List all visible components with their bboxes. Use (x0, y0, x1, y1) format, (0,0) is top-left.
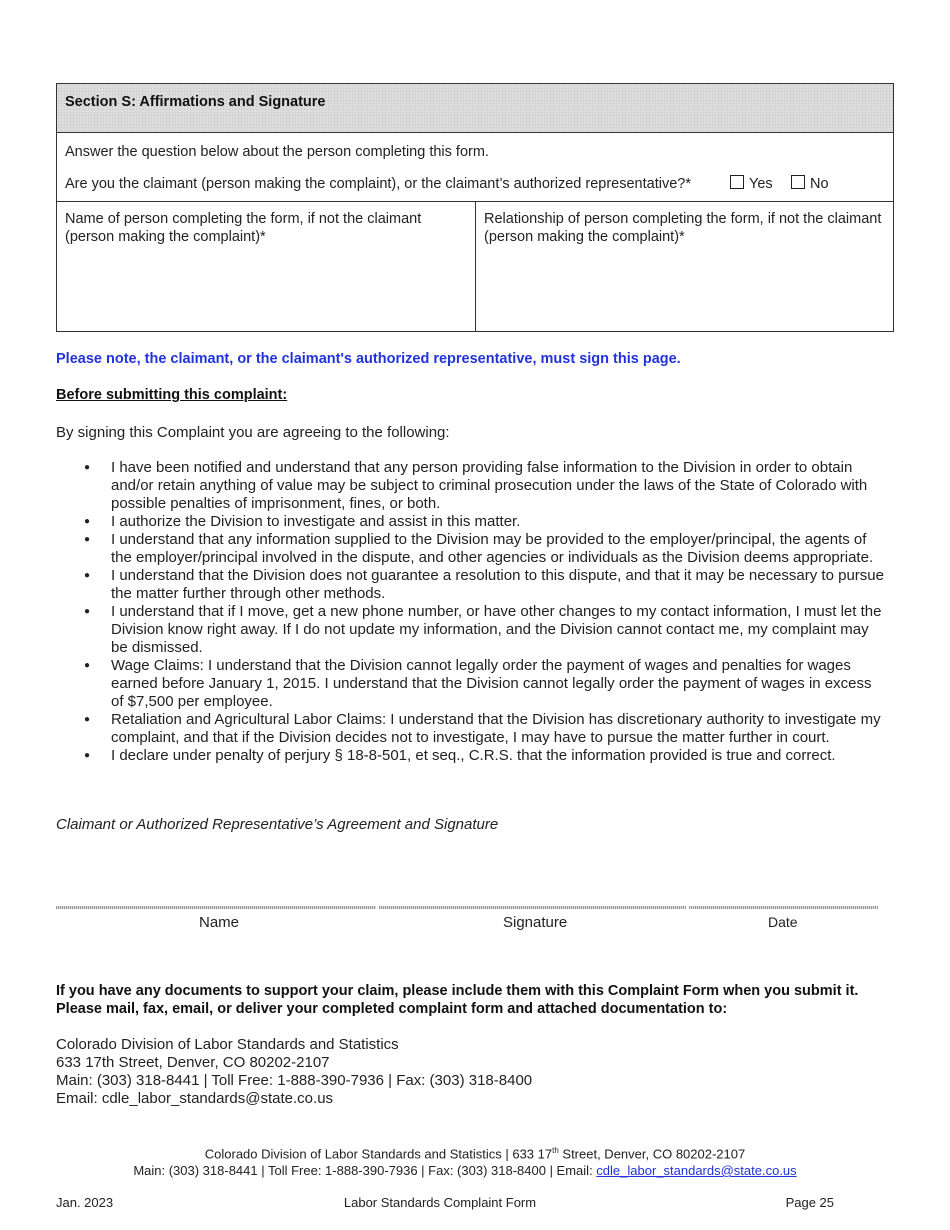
completer-relationship-field[interactable] (476, 202, 893, 331)
before-submitting-heading: Before submitting this complaint: (56, 387, 288, 403)
footer-page-number: Page 25 (785, 1195, 834, 1210)
section-title: Section S: Affirmations and Signature (65, 94, 326, 110)
footer-address-sup: th (552, 1146, 559, 1155)
agreement-item: ● I understand that the Division does not guarantee a resolution to this dispute, and that it may be necessary to pursue the matter further through other methods. (84, 567, 884, 603)
yes-checkbox[interactable] (730, 175, 744, 189)
signature-required-note: Please note, the claimant, or the claimant's authorized representative, must sign this page. (56, 351, 681, 367)
agreement-item: ● I authorize the Division to investigate and assist in this matter. (84, 513, 884, 531)
footer-form-name: Labor Standards Complaint Form (343, 1195, 537, 1210)
agreement-item: ● I declare under penalty of perjury § 18-8-501, et seq., C.R.S. that the information provided is true and correct. (84, 747, 884, 765)
agreement-item: ● I have been notified and understand that any person providing false information to the Division in order to obtain and/or retain anything of value may be subject to criminal prosecution under the laws of the State of Colorado with possible penalties of imprisonment, fines, or both. (84, 459, 884, 513)
footer-address-line (0, 1146, 950, 1161)
signature-label: Signature (503, 914, 568, 931)
address-org: Colorado Division of Labor Standards and Statistics (56, 1036, 399, 1053)
footer-contact-text: Main: (303) 318-8441 | Toll Free: 1-888-390-7936 | Fax: (303) 318-8400 | Email: (133, 1163, 597, 1178)
address-phones: Main: (303) 318-8441 | Toll Free: 1-888-390-7936 | Fax: (303) 318-8400 (56, 1072, 533, 1089)
question-instruction: Answer the question below about the person completing this form. (65, 144, 489, 160)
claimant-question-row (57, 133, 893, 202)
agreement-list (84, 459, 884, 765)
completer-name-field[interactable] (57, 202, 476, 331)
name-signature-line[interactable] (56, 906, 376, 909)
agreement-item: ● I understand that any information supplied to the Division may be provided to the employer/principal, the agents of the employer/principal involved in the dispute, and other agencies or individuals as the Division deems appropriate. (84, 531, 884, 567)
footer-contact-line (0, 1163, 940, 1178)
completer-name-label: Name of person completing the form, if not the claimant (person making the complaint)* (65, 211, 422, 245)
completer-relationship-label: Relationship of person completing the form, if not the claimant (person making the complaint)* (484, 211, 882, 245)
agreement-item: ● I understand that if I move, get a new phone number, or have other changes to my contact information, I must let the Division know right away. If I do not update my information, and the Division cannot contact me, my complaint may be dismissed. (84, 603, 884, 657)
supporting-documents-note: If you have any documents to support your claim, please include them with this Complaint Form when you submit it. Please mail, fax, email, or deliver your completed complaint form and attached documentation to: (56, 983, 859, 1017)
no-checkbox[interactable] (791, 175, 805, 189)
date-label: Date (768, 914, 798, 930)
name-label: Name (199, 914, 240, 931)
affirmations-section (56, 83, 894, 332)
signature-line[interactable] (379, 906, 686, 909)
section-header (57, 84, 893, 133)
footer-address-prefix: Colorado Division of Labor Standards and Statistics | 633 17 (204, 1146, 553, 1162)
date-signature-line[interactable] (689, 906, 878, 909)
agreement-item: ● Wage Claims: I understand that the Division cannot legally order the payment of wages and penalties for wages earned before January 1, 2015. I understand that the Division cannot legally order the payment of wages in excess of $7,500 per employee. (84, 657, 884, 711)
mailing-address (56, 1036, 532, 1108)
agreement-item: ● Retaliation and Agricultural Labor Claims: I understand that the Division has discretionary authority to investigate my complaint, and that if the Division decides not to investigate, I may have to pursue the matter further in court. (84, 711, 884, 747)
signature-heading: Claimant or Authorized Representative’s Agreement and Signature (56, 816, 499, 833)
agreement-intro: By signing this Complaint you are agreeing to the following: (56, 424, 450, 441)
footer-email-link[interactable]: cdle_labor_standards@state.co.us (596, 1163, 797, 1178)
yes-label: Yes (749, 176, 773, 192)
address-email: Email: cdle_labor_standards@state.co.us (56, 1090, 334, 1107)
address-street: 633 17th Street, Denver, CO 80202-2107 (56, 1054, 330, 1071)
claimant-question: Are you the claimant (person making the complaint), or the claimant’s authorized representative?* (65, 176, 691, 192)
footer-date: Jan. 2023 (56, 1195, 114, 1210)
no-label: No (810, 176, 829, 192)
footer-address-suffix: Street, Denver, CO 80202-2107 (558, 1146, 746, 1162)
